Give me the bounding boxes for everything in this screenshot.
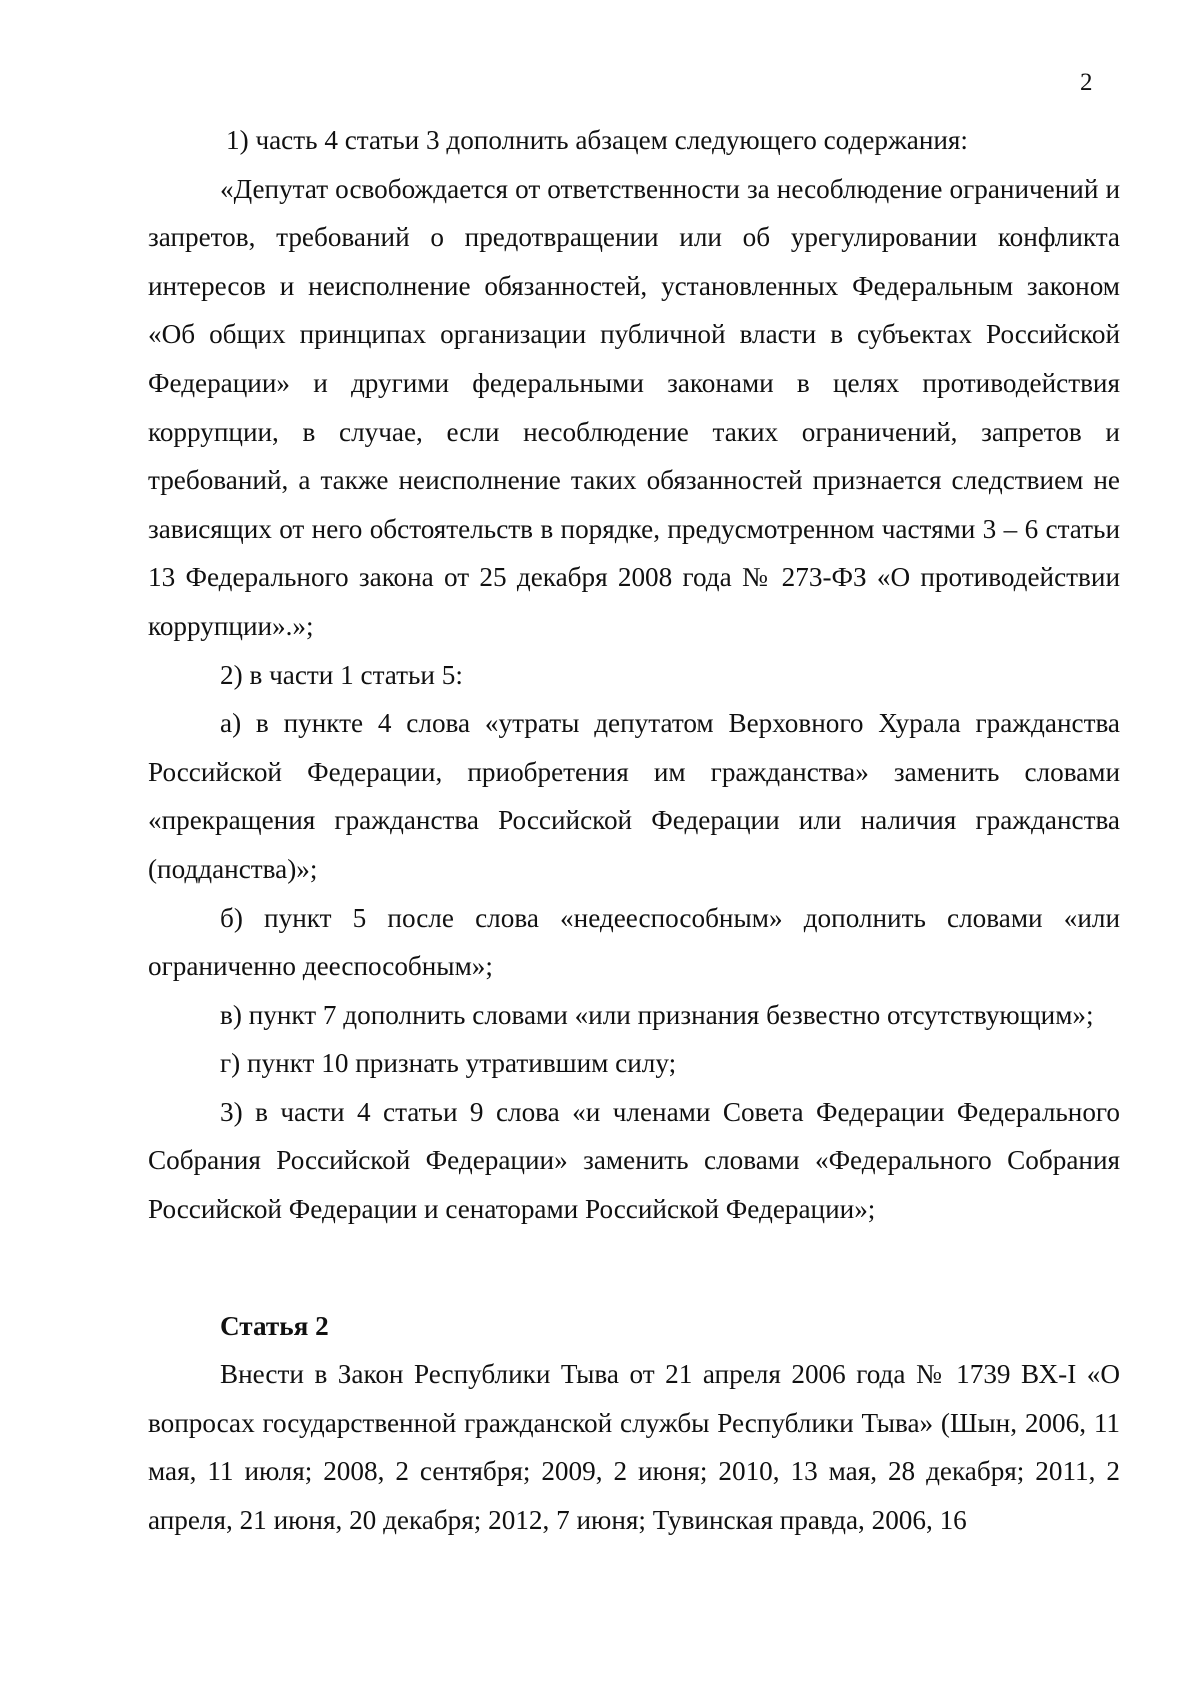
article-heading: Статья 2 [220, 1310, 329, 1341]
article-text: Внести в Закон Республики Тыва от 21 апреля 2006 года № 1739 ВХ-I «О вопросах государственной гражданской службы Республики Тыва» (Шын, 2006, 11 мая, 11 июля; 2008, 2 сентября; 2009, 2 июня; 2010, 13 мая, 28 декабря; 2011, 2 апреля, 21 июня, 20 декабря; 2012, 7 июня; Тувинская правда, 2006, 16 [148, 1359, 1120, 1536]
paragraph-subitem-v: в) пункт 7 дополнить словами «или признания безвестно отсутствующим»; [220, 999, 1094, 1030]
document-body [148, 116, 1120, 1545]
paragraph-subitem-b: б) пункт 5 после слова «недееспособным» дополнить словами «или ограниченно дееспособным»; [148, 902, 1120, 982]
paragraph-deputy-exemption: «Депутат освобождается от ответственности за несоблюдение ограничений и запретов, требований о предотвращении или об урегулировании конфликта интересов и неисполнение обязанностей, установленных Федеральным законом «Об общих принципах организации публичной власти в субъектах Российской Федерации» и другими федеральными законами в целях противодействия коррупции, в случае, если несоблюдение таких ограничений, запретов и требований, а также неисполнение таких обязанностей признается следствием не зависящих от него обстоятельств в порядке, предусмотренном частями 3 – 6 статьи 13 Федерального закона от 25 декабря 2008 года № 273-ФЗ «О противодействии коррупции».»; [148, 173, 1120, 641]
paragraph-item-3: 3) в части 4 статьи 9 слова «и членами Совета Федерации Федерального Собрания Российской Федерации» заменить словами «Федерального Собрания Российской Федерации и сенаторами Российской Федерации»; [148, 1096, 1120, 1225]
page-number: 2 [1080, 69, 1093, 96]
paragraph-subitem-g: г) пункт 10 признать утратившим силу; [220, 1048, 677, 1079]
paragraph-subitem-a: а) в пункте 4 слова «утраты депутатом Верховного Хурала гражданства Российской Федерации, приобретения им гражданства» заменить словами «прекращения гражданства Российской Федерации или наличия гражданства (подданства)»; [148, 708, 1120, 884]
paragraph-item-2: 2) в части 1 статьи 5: [220, 659, 463, 690]
paragraph-item-1: 1) часть 4 статьи 3 дополнить абзацем следующего содержания: [226, 125, 968, 155]
